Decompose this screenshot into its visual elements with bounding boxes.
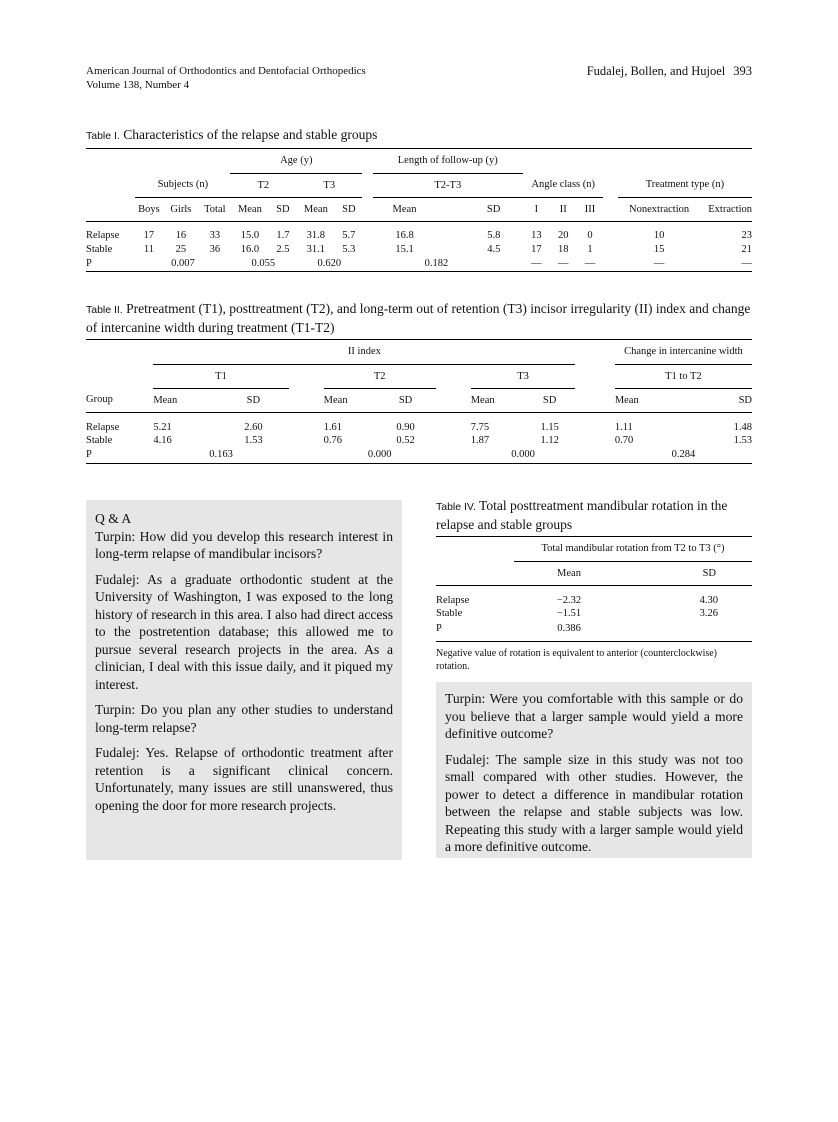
t1-p-subjects: 0.007 (171, 257, 195, 269)
t1-age-header: Age (y) (230, 149, 362, 173)
journal-name: American Journal of Orthodontics and Dentofacial Orthopedics (86, 65, 366, 77)
table-row: Relapse 5.21 2.60 1.61 0.90 7.75 1.15 1.11 1.48 (86, 422, 752, 433)
t1-t2-header: T2 (230, 173, 296, 197)
table-row: Relapse −2.32 4.30 (436, 595, 718, 606)
t1-col-class-ii: II (559, 203, 567, 215)
table-1-caption (86, 126, 752, 149)
t1-treatment-header: Treatment type (n) (618, 173, 752, 197)
t4-col-sd: SD (702, 567, 716, 579)
t1-col-t2-sd: SD (276, 203, 290, 215)
table-1-grid (86, 149, 752, 272)
t2-t3-header: T3 (471, 364, 576, 388)
table-row-p: P 0.007 0.055 0.620 0.182 — — — — — (86, 256, 752, 271)
table-1-title: Characteristics of the relapse and stable groups (123, 127, 378, 142)
t1-col-boys: Boys (138, 203, 160, 215)
table-2-grid: II index Change in intercanine width T1 T2 T3 T1 to T2 Group Mean SD Mean SD Mean SD Mean SD Relapse 5.21 2.60 1.61 0.90 7.75 1.15 1.11 1.48 Stable 4.16 1.53 0.76 0.52 1.87 1.12 0.70 1.53 P 0.163 0.000 0.000 0.284 (86, 340, 752, 464)
t2-change-header: Change in intercanine width (615, 340, 752, 364)
running-header-left (86, 64, 366, 92)
table-2-label: Table II. (86, 304, 123, 316)
table-2-caption (86, 300, 752, 340)
t1-col-t2-mean: Mean (237, 203, 262, 215)
t1-col-t3-mean: Mean (303, 203, 328, 215)
table-row-p: P 0.386 (436, 620, 752, 637)
table-4-grid (436, 537, 752, 637)
t2-t1t2-header: T1 to T2 (615, 364, 752, 388)
qa-box-left (86, 500, 402, 860)
journal-volume: Volume 138, Number 4 (86, 79, 190, 91)
t1-col-t3-sd: SD (342, 203, 356, 215)
qa-paragraph: Turpin: Do you plan any other studies to understand long-term relapse? (95, 702, 393, 735)
t4-col-mean: Mean (557, 567, 581, 579)
t1-p-followup: 0.182 (424, 257, 449, 269)
qa-paragraph: Turpin: Were you comfortable with this sample or do you believe that a larger sample would yield a more definitive outcome? (445, 691, 743, 741)
t2-ii-header: II index (153, 340, 575, 364)
qa-paragraph: Fudalej: Yes. Relapse of orthodontic treatment after retention is a significant clinical concern. Unfortunately, many issues are still unanswered, thus opening the door for more research projects. (95, 745, 393, 813)
t1-col-class-iii: III (584, 203, 596, 215)
table-4-title: Total posttreatment mandibular rotation in the relapse and stable groups (436, 498, 728, 532)
qa-box-right (436, 682, 752, 858)
t1-angle-header: Angle class (n) (523, 173, 603, 197)
table-2 (86, 300, 752, 464)
t1-col-nonextraction: Nonextraction (629, 203, 690, 215)
qa-paragraph: Fudalej: The sample size in this study was not too small compared with other studies. However, the power to detect a difference in mandibular rotation between the relapse and stable subjects was low. Repeating this study with a larger sample would yield a more definitive outcome. (445, 751, 743, 854)
t2-t2-header: T2 (324, 364, 436, 388)
t4-total-header: Total mandibular rotation from T2 to T3 (°) (514, 537, 752, 561)
table-row: Stable 11 25 36 16.0 2.5 31.1 5.3 15.1 4.5 17 18 1 15 21 (86, 243, 752, 255)
t2-p-change: 0.284 (671, 449, 696, 461)
t1-col-fu-mean: Mean (392, 203, 417, 215)
t1-col-girls: Girls (170, 203, 192, 215)
t1-p-t3: 0.620 (317, 257, 342, 269)
table-1-label: Table I. (86, 130, 120, 142)
t2-t1-header: T1 (153, 364, 288, 388)
t4-p-value: 0.386 (557, 623, 581, 634)
t2-col-group: Group (86, 394, 113, 406)
table-row-p: P 0.163 0.000 0.000 0.284 (86, 447, 752, 463)
t1-t3-header: T3 (296, 173, 362, 197)
table-4-caption (436, 497, 752, 537)
t1-p-t2: 0.055 (251, 257, 276, 269)
author-names: Fudalej, Bollen, and Hujoel (586, 64, 726, 78)
table-4 (436, 497, 752, 673)
table-row: Stable −1.51 3.26 (436, 608, 718, 619)
t1-col-fu-sd: SD (486, 203, 501, 215)
table-2-title: Pretreatment (T1), posttreatment (T2), and long-term out of retention (T3) incisor irregularity (II) index and change of intercanine width during treatment (T1-T2) (86, 301, 751, 335)
t2-p-t2: 0.000 (367, 449, 392, 461)
running-header-right (587, 64, 752, 79)
t1-col-class-i: I (534, 203, 539, 215)
t1-followup-header: Length of follow-up (y) (373, 149, 523, 173)
page-number: 393 (733, 64, 752, 78)
qa-paragraph: Turpin: How did you develop this research interest in long-term relapse of mandibular incisors? (95, 528, 393, 561)
table-row: Relapse 17 16 33 15.0 1.7 31.8 5.7 16.8 5.8 13 20 0 10 23 (86, 229, 752, 241)
t1-col-extraction: Extraction (708, 203, 752, 215)
t2-p-t3: 0.000 (511, 449, 535, 461)
t1-col-total: Total (204, 203, 226, 215)
table-1 (86, 126, 752, 272)
table-row: Stable 4.16 1.53 0.76 0.52 1.87 1.12 0.70 1.53 (86, 435, 752, 446)
t2-p-t1: 0.163 (209, 449, 233, 461)
qa-title: Q & A (95, 511, 132, 526)
table-4-label: Table IV. (436, 501, 476, 513)
t1-t2t3-header: T2-T3 (373, 173, 523, 197)
t1-subjects-header: Subjects (n) (135, 173, 230, 197)
table-4-footnote: Negative value of rotation is equivalent to anterior (counterclockwise) rotation. (436, 641, 752, 673)
qa-paragraph: Fudalej: As a graduate orthodontic student at the University of Washington, I was exposed to the long history of research in this area. I also had direct access to the postretention database; this allowed me to pursue several research projects in the area. As a clinician, I deal with this issue daily, and it piqued my interest. (95, 571, 393, 692)
